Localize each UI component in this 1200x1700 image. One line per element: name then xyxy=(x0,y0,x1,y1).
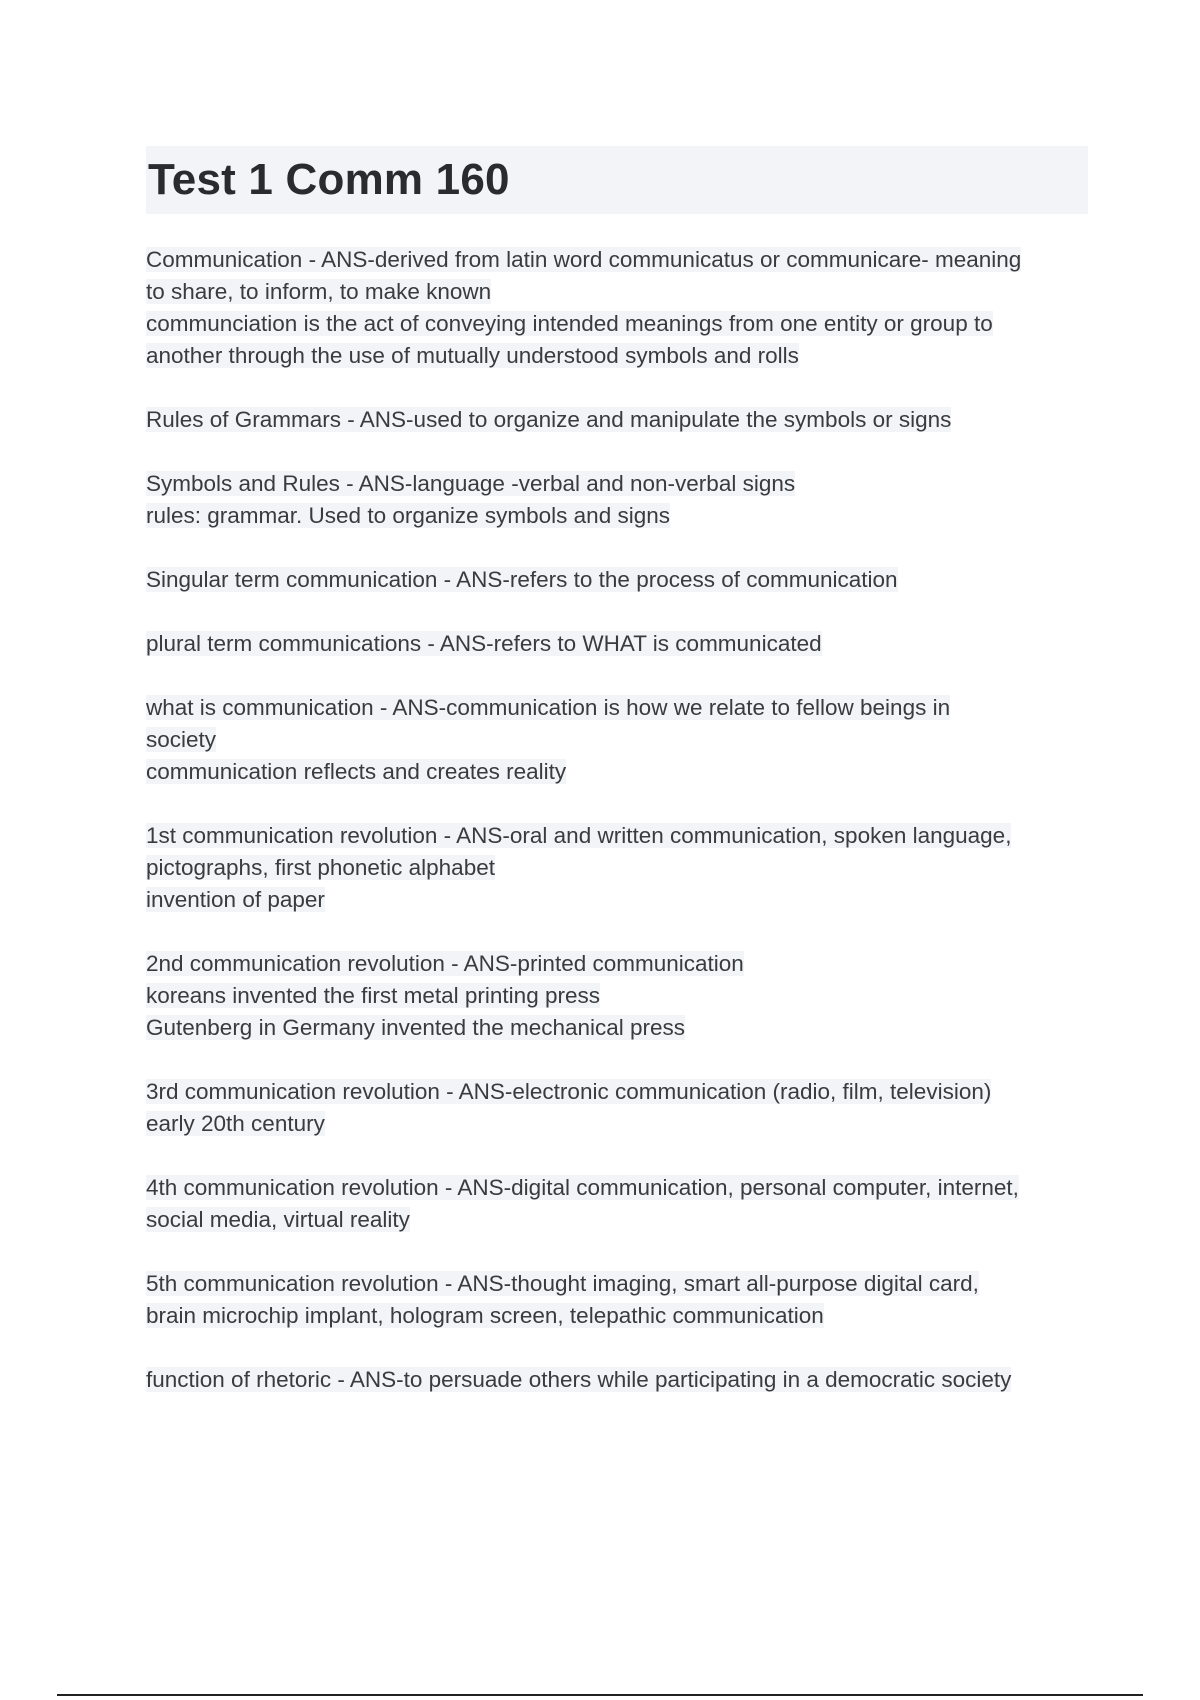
entry-line-text: 5th communication revolution - ANS-thought imaging, smart all-purpose digital card, xyxy=(146,1271,979,1296)
entry-line xyxy=(146,500,1088,532)
entry-line xyxy=(146,276,1088,308)
entry-line-text: early 20th century xyxy=(146,1111,325,1136)
entry-line-text: invention of paper xyxy=(146,887,325,912)
entry-line-text: 3rd communication revolution - ANS-electronic communication (radio, film, television) xyxy=(146,1079,992,1104)
entry-line-text: communciation is the act of conveying intended meanings from one entity or group to xyxy=(146,311,993,336)
entry-line-text: communication reflects and creates reality xyxy=(146,759,567,784)
entry-line xyxy=(146,948,1088,980)
entry-line-text: 2nd communication revolution - ANS-printed communication xyxy=(146,951,744,976)
entry-line xyxy=(146,1204,1088,1236)
qa-entry xyxy=(146,468,1088,532)
entry-line-text: to share, to inform, to make known xyxy=(146,279,492,304)
qa-entry xyxy=(146,564,1088,596)
entry-line xyxy=(146,1172,1088,1204)
entry-line xyxy=(146,628,1088,660)
entry-line xyxy=(146,756,1088,788)
entry-line-text: Singular term communication - ANS-refers to the process of communication xyxy=(146,567,898,592)
entry-line xyxy=(146,244,1088,276)
entry-line-text: rules: grammar. Used to organize symbols and signs xyxy=(146,503,670,528)
entry-line xyxy=(146,340,1088,372)
qa-entry xyxy=(146,1076,1088,1140)
qa-entry xyxy=(146,1364,1088,1396)
entry-line-text: social media, virtual reality xyxy=(146,1207,410,1232)
entry-line xyxy=(146,468,1088,500)
entry-line xyxy=(146,1300,1088,1332)
qa-entry xyxy=(146,820,1088,916)
qa-entry xyxy=(146,1172,1088,1236)
entry-line xyxy=(146,820,1088,852)
entry-line-text: pictographs, first phonetic alphabet xyxy=(146,855,495,880)
qa-entry xyxy=(146,244,1088,372)
entry-list xyxy=(146,244,1088,1396)
entry-line-text: koreans invented the first metal printing press xyxy=(146,983,600,1008)
entry-line-text: function of rhetoric - ANS-to persuade others while participating in a democratic society xyxy=(146,1367,1012,1392)
entry-line xyxy=(146,1268,1088,1300)
entry-line-text: Gutenberg in Germany invented the mechanical press xyxy=(146,1015,686,1040)
qa-entry xyxy=(146,1268,1088,1332)
entry-line-text: 1st communication revolution - ANS-oral and written communication, spoken language, xyxy=(146,823,1012,848)
entry-line-text: another through the use of mutually understood symbols and rolls xyxy=(146,343,799,368)
entry-line xyxy=(146,884,1088,916)
entry-line xyxy=(146,1076,1088,1108)
entry-line xyxy=(146,1108,1088,1140)
page-title: Test 1 Comm 160 xyxy=(148,155,510,204)
entry-line-text: Communication - ANS-derived from latin word communicatus or communicare- meaning xyxy=(146,247,1022,272)
entry-line-text: society xyxy=(146,727,217,752)
entry-line xyxy=(146,852,1088,884)
title-block xyxy=(146,146,1088,214)
entry-line xyxy=(146,724,1088,756)
qa-entry xyxy=(146,628,1088,660)
document-content xyxy=(146,146,1088,1428)
entry-line xyxy=(146,1012,1088,1044)
qa-entry xyxy=(146,692,1088,788)
entry-line xyxy=(146,404,1088,436)
entry-line-text: what is communication - ANS-communication is how we relate to fellow beings in xyxy=(146,695,951,720)
entry-line xyxy=(146,564,1088,596)
entry-line-text: brain microchip implant, hologram screen, telepathic communication xyxy=(146,1303,824,1328)
entry-line xyxy=(146,1364,1088,1396)
entry-line xyxy=(146,980,1088,1012)
entry-line xyxy=(146,308,1088,340)
qa-entry xyxy=(146,948,1088,1044)
entry-line-text: plural term communications - ANS-refers to WHAT is communicated xyxy=(146,631,822,656)
entry-line-text: 4th communication revolution - ANS-digital communication, personal computer, internet, xyxy=(146,1175,1019,1200)
footer-divider xyxy=(57,1694,1143,1696)
entry-line-text: Rules of Grammars - ANS-used to organize and manipulate the symbols or signs xyxy=(146,407,952,432)
entry-line-text: Symbols and Rules - ANS-language -verbal and non-verbal signs xyxy=(146,471,796,496)
qa-entry xyxy=(146,404,1088,436)
entry-line xyxy=(146,692,1088,724)
